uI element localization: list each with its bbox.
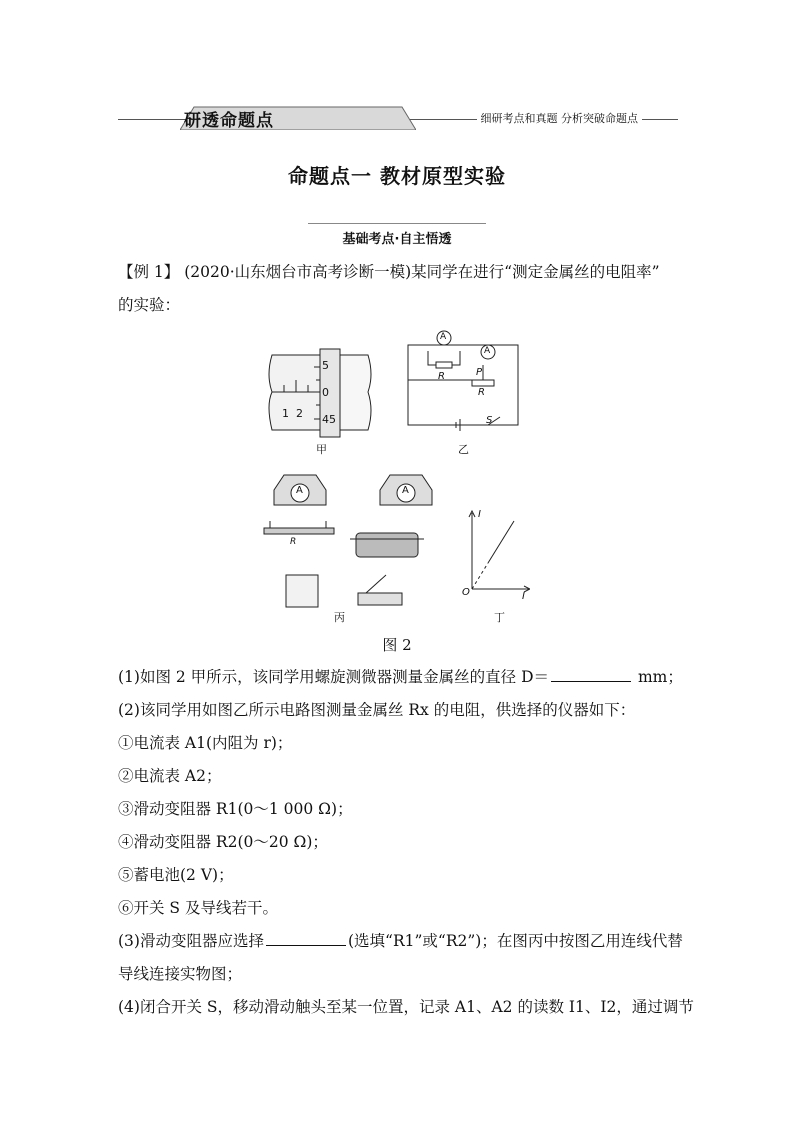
label-bing: 丙	[334, 611, 345, 624]
option-3: ③滑动变阻器 R1(0～1 000 Ω)；	[118, 800, 353, 818]
label-p: P	[476, 367, 483, 378]
tick-5: 5	[322, 359, 329, 372]
answer-blank-3[interactable]	[266, 931, 346, 946]
example-intro-line2: 的实验：	[118, 296, 181, 314]
question-1-text: (1)如图 2 甲所示，该同学用螺旋测微器测量金属丝的直径 D＝	[118, 668, 550, 686]
figure-2	[260, 325, 530, 625]
label-rx: R	[438, 371, 445, 382]
figure-drawing	[260, 325, 530, 625]
graph-y-label: I	[478, 509, 481, 520]
question-1-unit: mm；	[633, 668, 683, 686]
label-ding: 丁	[494, 611, 505, 624]
scale-1: 1	[282, 407, 289, 420]
option-1: ①电流表 A1(内阻为 r)；	[118, 734, 293, 752]
label-r: R	[478, 387, 485, 398]
question-3	[118, 925, 683, 958]
meter-a2-face: A	[402, 485, 409, 496]
question-2: (2)该同学用如图乙所示电路图测量金属丝 Rx 的电阻，供选择的仪器如下：	[118, 701, 636, 719]
header-subtitle: 细研考点和真题 分析突破命题点	[477, 110, 643, 126]
label-s: S	[486, 415, 493, 426]
header-tab-label: 研透命题点	[184, 111, 274, 131]
question-4: (4)闭合开关 S，移动滑动触头至某一位置，记录 A1、A2 的读数 I1、I2，通过调节	[118, 998, 694, 1016]
option-4: ④滑动变阻器 R2(0～20 Ω)；	[118, 833, 328, 851]
graph-x-label: I	[522, 591, 525, 602]
tick-45: 45	[322, 413, 336, 426]
tick-0: 0	[322, 386, 329, 399]
scale-2: 2	[296, 407, 303, 420]
ammeter-a2: A	[484, 346, 491, 356]
option-5: ⑤蓄电池(2 V)；	[118, 866, 234, 884]
label-rx-bing: R	[290, 537, 297, 547]
section-subhead: 基础考点·自主悟透	[342, 232, 452, 247]
graph-origin: O	[462, 587, 470, 598]
example-intro-line1: 【例 1】 (2020·山东烟台市高考诊断一模)某同学在进行“测定金属丝的电阻率”	[118, 263, 660, 281]
meter-a1-face: A	[296, 485, 303, 496]
page-title: 命题点一 教材原型实验	[288, 164, 506, 188]
label-yi: 乙	[458, 443, 469, 456]
subhead-rule	[308, 223, 486, 224]
section-header	[118, 104, 678, 130]
question-3-text: (3)滑动变阻器应选择	[118, 932, 264, 950]
option-2: ②电流表 A2；	[118, 767, 222, 785]
ammeter-a1: A	[440, 332, 447, 342]
question-3-cont: 导线连接实物图；	[118, 965, 243, 983]
label-jia: 甲	[316, 443, 327, 456]
answer-blank-1[interactable]	[551, 667, 631, 682]
figure-caption: 图 2	[382, 636, 412, 654]
question-3-tail: (选填“R1”或“R2”)；在图丙中按图乙用连线代替	[347, 932, 683, 950]
question-1	[118, 661, 683, 694]
option-6: ⑥开关 S 及导线若干。	[118, 899, 278, 917]
